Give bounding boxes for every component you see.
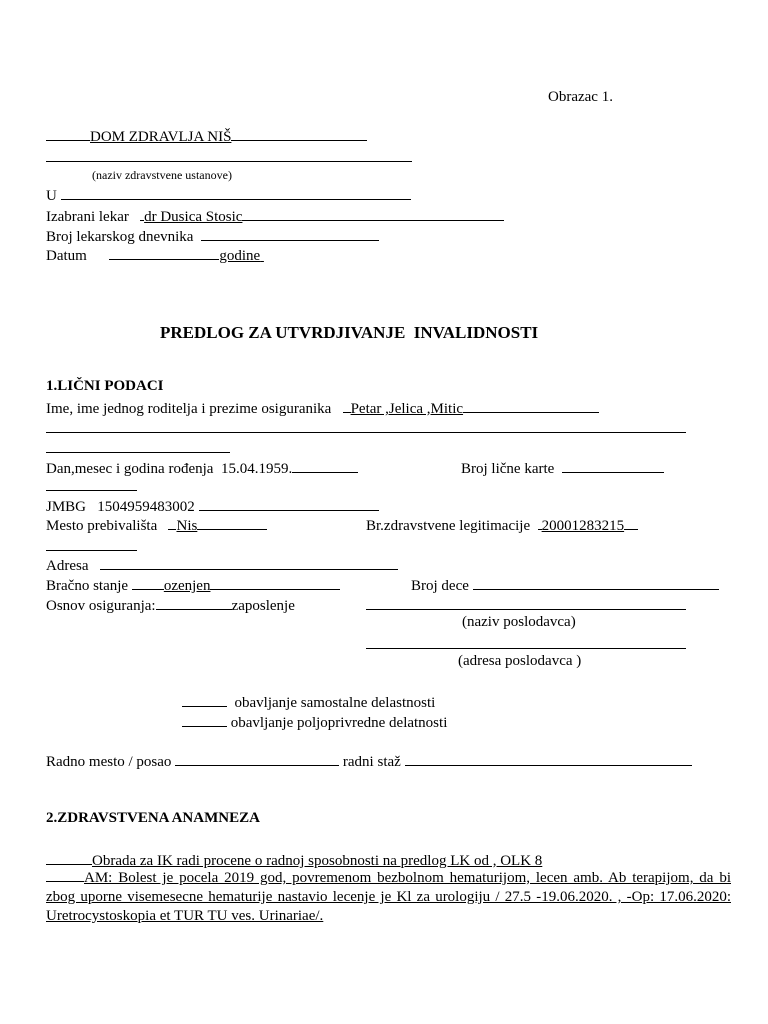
date-line	[46, 245, 264, 265]
jmbg-label: JMBG	[46, 499, 87, 515]
institution-name: DOM ZDRAVLJA NIŠ	[90, 129, 232, 145]
anamnesis-line1-text: Obrada za IK radi procene o radnoj sposobnosti na predlog LK od , OLK 8	[92, 853, 543, 869]
marital-label: Bračno stanje	[46, 578, 129, 594]
anamnesis-text: AM: Bolest je pocela 2019 god, povremenom bezbolnom hematurijom, lecen amb. Ab terapijom, da bi zbog uporne visemesecne hematurije nastavio lecenje je Kl za urologiju / 27.5 -19.06.2020. , -Op: 17.06.2020: Uretrocystoskopia et TUR TU ves. Urinariae/.	[46, 870, 731, 924]
name-line	[46, 398, 599, 418]
option-self-employed	[182, 692, 435, 712]
work-experience-field[interactable]	[405, 751, 692, 766]
form-number: Obrazac 1.	[548, 89, 613, 105]
jmbg-value: 1504959483002	[97, 499, 195, 515]
section1-heading: 1.LIČNI PODACI	[46, 378, 164, 394]
journal-label: Broj lekarskog dnevnika	[46, 229, 194, 245]
workplace-label: Radno mesto / posao	[46, 754, 172, 770]
health-card-label: Br.zdravstvene legitimacije	[366, 518, 531, 534]
blank-line	[46, 490, 137, 491]
residence-label: Mesto prebivališta	[46, 518, 158, 534]
work-experience-label: radni staž	[342, 754, 401, 770]
workplace-line	[46, 751, 692, 771]
insurance-line	[46, 595, 295, 615]
name-value: Petar ,Jelica ,Mitic	[350, 401, 464, 417]
date-label: Datum	[46, 248, 87, 264]
id-card-field[interactable]	[562, 458, 664, 473]
health-card-line	[366, 515, 638, 535]
residence-line	[46, 515, 267, 535]
u-label: U	[46, 188, 57, 204]
self-employed-field[interactable]	[182, 692, 227, 707]
u-line	[46, 185, 411, 205]
children-label: Broj dece	[411, 578, 469, 594]
blank-line	[46, 161, 412, 162]
health-card-value: 20001283215	[541, 518, 625, 534]
id-card-label: Broj lične karte	[461, 461, 555, 477]
employer-address-caption: (adresa poslodavca )	[458, 653, 582, 669]
doctor-line	[46, 206, 504, 226]
children-line	[411, 575, 719, 595]
journal-line	[46, 226, 379, 246]
address-label: Adresa	[46, 558, 89, 574]
marital-line	[46, 575, 340, 595]
date-suffix: godine	[219, 248, 261, 264]
insurance-label: Osnov osiguranja:	[46, 598, 156, 614]
employer-address-field[interactable]	[366, 648, 686, 649]
option-agriculture-label: obavljanje poljoprivredne delatnosti	[230, 715, 448, 731]
dob-line	[46, 458, 358, 478]
workplace-field[interactable]	[175, 751, 339, 766]
anamnesis-paragraph	[46, 867, 731, 926]
document-title: PREDLOG ZA UTVRDJIVANJE INVALIDNOSTI	[160, 323, 539, 342]
name-label: Ime, ime jednog roditelja i prezime osiguranika	[46, 401, 332, 417]
id-card-line	[461, 458, 664, 478]
dob-value: 15.04.1959.	[220, 461, 293, 477]
date-field[interactable]	[109, 245, 219, 260]
residence-value: Nis	[176, 518, 198, 534]
employer-name-caption: (naziv poslodavca)	[462, 614, 576, 630]
option-agriculture	[182, 712, 447, 732]
blank-line	[46, 432, 686, 433]
address-field[interactable]	[100, 555, 398, 570]
marital-value: ozenjen	[163, 578, 211, 594]
institution-line	[46, 126, 367, 146]
institution-caption: (naziv zdravstvene ustanove)	[92, 168, 232, 182]
employer-name-field[interactable]	[366, 609, 686, 610]
blank-line	[46, 550, 137, 551]
section2-heading: 2.ZDRAVSTVENA ANAMNEZA	[46, 810, 260, 826]
journal-field[interactable]	[201, 226, 379, 241]
agriculture-field[interactable]	[182, 712, 227, 727]
jmbg-line	[46, 496, 379, 516]
doctor-value: dr Dusica Stosic	[144, 209, 243, 225]
blank-line	[46, 452, 230, 453]
insurance-value: zaposlenje	[231, 598, 295, 614]
option-self-employed-label: obavljanje samostalne delastnosti	[234, 695, 436, 711]
address-line	[46, 555, 398, 575]
doctor-label: Izabrani lekar	[46, 209, 129, 225]
children-field[interactable]	[473, 575, 719, 590]
u-field[interactable]	[61, 185, 411, 200]
dob-label: Dan,mesec i godina rođenja	[46, 461, 214, 477]
